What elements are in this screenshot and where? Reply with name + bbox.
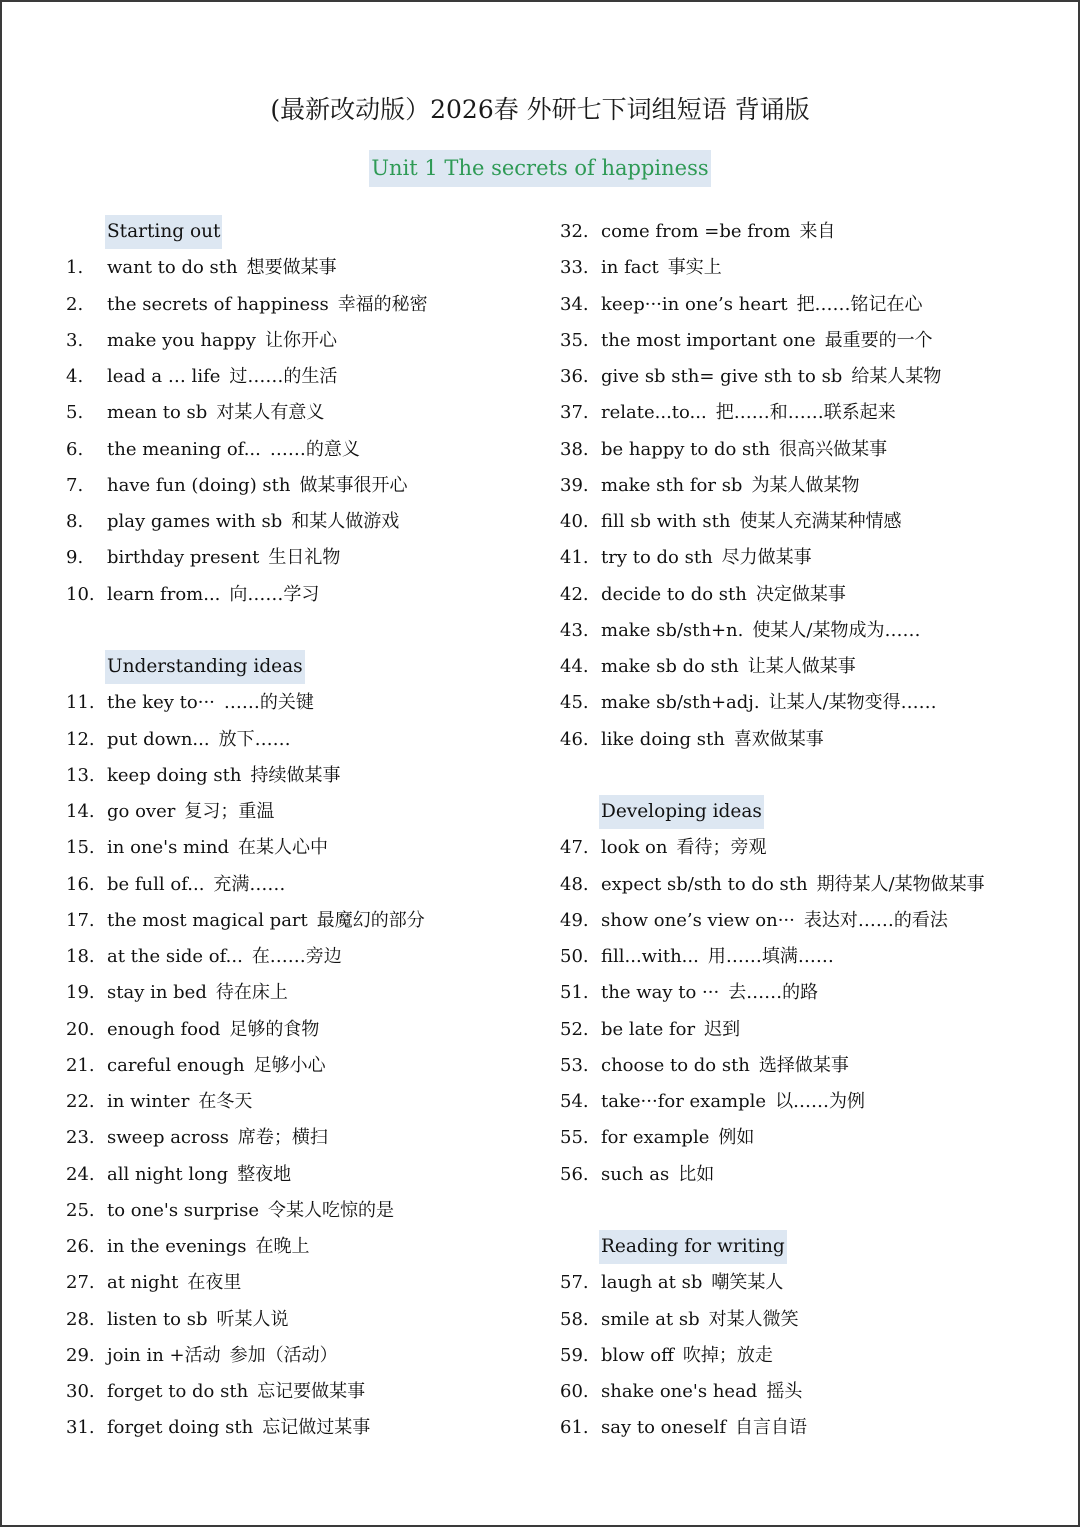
english-phrase: relate...to... [601,402,707,424]
item-number: 36. [560,366,589,387]
left-column [66,214,536,1447]
item-number: 19. [66,982,95,1004]
english-phrase: fill sb with sth [601,511,731,532]
chinese-meaning: 尽力做某事 [721,547,812,569]
item-number: 32. [560,221,589,242]
section-row [66,214,536,250]
item-number: 44. [560,656,589,677]
chinese-meaning: 令某人吃惊的是 [268,1199,394,1221]
section-heading: Reading for writing [599,1230,787,1264]
item-number: 34. [560,293,589,315]
item-number: 7. [66,474,84,496]
english-phrase: in fact [601,257,659,279]
phrase-item [66,1193,536,1229]
english-phrase: to one's surprise [107,1199,259,1221]
phrase-item [66,1410,536,1446]
unit-title: Unit 1 The secrets of happiness [369,150,710,187]
item-number: 17. [66,909,95,931]
english-phrase: shake one's head [601,1381,758,1402]
item-number: 58. [560,1308,589,1330]
chinese-meaning: 使某人/某物成为…… [752,619,921,641]
right-column [560,214,1060,1447]
chinese-meaning: 在夜里 [187,1272,242,1294]
item-number: 4. [66,366,84,387]
phrase-item [560,1302,1060,1338]
item-number: 42. [560,583,589,605]
chinese-meaning: 最魔幻的部分 [316,909,425,931]
chinese-meaning: 很高兴做某事 [779,438,888,460]
english-phrase: the most important one [601,329,816,351]
item-number: 59. [560,1344,589,1366]
phrase-item [66,794,536,830]
english-phrase: the most magical part [107,909,308,931]
item-number: 11. [66,692,95,714]
english-phrase: play games with sb [107,511,283,532]
english-phrase: be late for [601,1018,696,1040]
chinese-meaning: 事实上 [667,257,722,279]
chinese-meaning: 来自 [799,221,836,242]
english-phrase: make sth for sb [601,474,743,496]
english-phrase: for example [601,1127,710,1149]
item-number: 45. [560,692,589,714]
chinese-meaning: ……的关键 [223,692,314,714]
phrase-item [560,287,1060,323]
english-phrase: at night [107,1272,179,1294]
english-phrase: expect sb/sth to do sth [601,873,808,895]
chinese-meaning: 参加（活动） [229,1344,338,1366]
item-number: 1. [66,257,84,279]
phrase-item [560,504,1060,540]
chinese-meaning: 生日礼物 [268,547,341,569]
item-number: 51. [560,982,589,1004]
english-phrase: in one's mind [107,837,230,859]
section-heading: Developing ideas [599,795,764,829]
chinese-meaning: 例如 [718,1127,755,1149]
chinese-meaning: 持续做某事 [250,764,341,786]
english-phrase: mean to sb [107,402,208,424]
english-phrase: make sb/sth+adj. [601,692,760,714]
phrase-item [560,1048,1060,1084]
phrase-item [560,975,1060,1011]
english-phrase: come from =be from [601,221,791,242]
item-number: 38. [560,438,589,460]
chinese-meaning: 嘲笑某人 [711,1272,784,1294]
phrase-item [66,685,536,721]
chinese-meaning: 对某人有意义 [216,402,325,424]
phrase-item [560,323,1060,359]
item-number: 61. [560,1417,589,1439]
item-number: 31. [66,1417,95,1439]
english-phrase: keep···in one’s heart [601,293,788,315]
chinese-meaning: 想要做某事 [246,257,337,279]
english-phrase: take···for example [601,1091,767,1112]
english-phrase: decide to do sth [601,583,747,605]
phrase-item [66,287,536,323]
item-number: 3. [66,329,84,351]
english-phrase: forget doing sth [107,1417,254,1439]
phrase-item [66,975,536,1011]
english-phrase: show one’s view on··· [601,909,795,931]
english-phrase: want to do sth [107,257,238,279]
item-number: 12. [66,728,95,750]
item-number: 53. [560,1054,589,1076]
item-number: 49. [560,909,589,931]
item-number: 14. [66,801,95,822]
item-number: 25. [66,1199,95,1221]
phrase-item [66,323,536,359]
item-number: 23. [66,1127,95,1149]
phrase-item [560,468,1060,504]
phrase-item [560,1338,1060,1374]
item-number: 37. [560,402,589,424]
item-number: 46. [560,728,589,750]
english-phrase: be happy to do sth [601,438,771,460]
phrase-item [560,1120,1060,1156]
chinese-meaning: 把……和……联系起来 [715,402,896,424]
chinese-meaning: 忘记要做某事 [257,1381,366,1402]
chinese-meaning: 最重要的一个 [824,329,933,351]
phrase-item [560,359,1060,395]
english-phrase: make you happy [107,329,256,351]
phrase-item [560,1157,1060,1193]
item-number: 54. [560,1091,589,1112]
chinese-meaning: 在晚上 [255,1236,310,1257]
english-phrase: keep doing sth [107,764,242,786]
english-phrase: like doing sth [601,728,725,750]
english-phrase: try to do sth [601,547,713,569]
chinese-meaning: 做某事很开心 [299,474,408,496]
chinese-meaning: 让某人做某事 [747,656,856,677]
item-number: 35. [560,329,589,351]
english-phrase: the way to ··· [601,982,720,1004]
phrase-item [560,939,1060,975]
chinese-meaning: 对某人微笑 [708,1308,799,1330]
english-phrase: sweep across [107,1127,229,1149]
phrase-item [66,540,536,576]
item-number: 5. [66,402,84,424]
item-number: 52. [560,1018,589,1040]
english-phrase: make sb/sth+n. [601,619,744,641]
phrase-item [66,395,536,431]
item-number: 8. [66,511,84,532]
item-number: 9. [66,547,84,569]
item-number: 48. [560,873,589,895]
item-number: 41. [560,547,589,569]
section-heading: Starting out [105,215,222,249]
item-number: 10. [66,583,95,605]
chinese-meaning: 待在床上 [215,982,288,1004]
english-phrase: lead a … life [107,366,221,387]
chinese-meaning: 忘记做过某事 [262,1417,371,1439]
item-number: 47. [560,837,589,859]
phrase-item [66,830,536,866]
phrase-item [560,1410,1060,1446]
phrase-item [560,1265,1060,1301]
english-phrase: at the side of... [107,946,243,967]
english-phrase: in winter [107,1091,190,1112]
chinese-meaning: 用……填满…… [707,946,834,967]
chinese-meaning: 在某人心中 [238,837,329,859]
phrase-item [560,685,1060,721]
phrase-item [560,250,1060,286]
english-phrase: join in +活动 [107,1344,221,1366]
phrase-item [66,1048,536,1084]
english-phrase: such as [601,1163,670,1185]
item-number: 6. [66,438,84,460]
section-gap [66,613,536,649]
english-phrase: learn from... [107,583,221,605]
chinese-meaning: 决定做某事 [755,583,846,605]
phrase-item [560,613,1060,649]
item-number: 43. [560,619,589,641]
phrase-item [66,939,536,975]
item-number: 16. [66,873,95,895]
phrase-item [560,867,1060,903]
english-phrase: go over [107,801,176,822]
chinese-meaning: 让你开心 [264,329,337,351]
section-row [560,794,1060,830]
chinese-meaning: 使某人充满某种情感 [739,511,902,532]
item-number: 60. [560,1381,589,1402]
item-number: 26. [66,1236,95,1257]
item-number: 55. [560,1127,589,1149]
chinese-meaning: ……的意义 [269,438,360,460]
phrase-item [66,1338,536,1374]
chinese-meaning: 摇头 [766,1381,803,1402]
english-phrase: the secrets of happiness [107,293,329,315]
english-phrase: all night long [107,1163,229,1185]
chinese-meaning: 吹掉；放走 [682,1344,773,1366]
english-phrase: look on [601,837,668,859]
english-phrase: choose to do sth [601,1054,750,1076]
english-phrase: be full of... [107,873,205,895]
chinese-meaning: 和某人做游戏 [291,511,400,532]
phrase-item [66,504,536,540]
english-phrase: fill...with... [601,946,699,967]
phrase-item [560,722,1060,758]
phrase-item [66,903,536,939]
item-number: 15. [66,837,95,859]
chinese-meaning: 去……的路 [728,982,819,1004]
chinese-meaning: 席卷；横扫 [237,1127,328,1149]
item-number: 29. [66,1344,95,1366]
section-heading: Understanding ideas [105,650,305,684]
chinese-meaning: 看待；旁观 [676,837,767,859]
unit-heading [2,150,1078,187]
phrase-item [560,1084,1060,1120]
phrase-item [66,1120,536,1156]
phrase-item [560,903,1060,939]
item-number: 22. [66,1091,95,1112]
chinese-meaning: 听某人说 [216,1308,289,1330]
chinese-meaning: 放下…… [218,728,291,750]
phrase-item [560,214,1060,250]
phrase-item [560,540,1060,576]
item-number: 18. [66,946,95,967]
item-number: 20. [66,1018,95,1040]
chinese-meaning: 以……为例 [775,1091,866,1112]
phrase-item [66,577,536,613]
english-phrase: make sb do sth [601,656,739,677]
chinese-meaning: 足够小心 [253,1054,326,1076]
chinese-meaning: 过……的生活 [229,366,338,387]
chinese-meaning: 在冬天 [198,1091,253,1112]
chinese-meaning: 在……旁边 [251,946,342,967]
english-phrase: enough food [107,1018,221,1040]
phrase-item [66,1084,536,1120]
phrase-item [66,359,536,395]
chinese-meaning: 足够的食物 [229,1018,320,1040]
section-row [66,649,536,685]
english-phrase: the meaning of... [107,438,261,460]
phrase-item [66,468,536,504]
item-number: 30. [66,1381,95,1402]
item-number: 40. [560,511,589,532]
english-phrase: the key to··· [107,692,215,714]
english-phrase: give sb sth= give sth to sb [601,366,843,387]
chinese-meaning: 让某人/某物变得…… [768,692,937,714]
item-number: 50. [560,946,589,967]
chinese-meaning: 自言自语 [735,1417,808,1439]
item-number: 27. [66,1272,95,1294]
phrase-item [66,1229,536,1265]
english-phrase: stay in bed [107,982,207,1004]
phrase-item [560,830,1060,866]
english-phrase: blow off [601,1344,674,1366]
item-number: 57. [560,1272,589,1294]
chinese-meaning: 比如 [678,1163,715,1185]
item-number: 21. [66,1054,95,1076]
chinese-meaning: 把……铭记在心 [796,293,923,315]
chinese-meaning: 选择做某事 [758,1054,849,1076]
chinese-meaning: 幸福的秘密 [337,293,428,315]
phrase-item [560,1012,1060,1048]
item-number: 56. [560,1163,589,1185]
item-number: 28. [66,1308,95,1330]
page-title: (最新改动版）2026春 外研七下词组短语 背诵版 [270,95,810,124]
item-number: 2. [66,293,84,315]
phrase-item [66,1374,536,1410]
phrase-item [66,250,536,286]
english-phrase: listen to sb [107,1308,208,1330]
english-phrase: laugh at sb [601,1272,703,1294]
section-gap [560,758,1060,794]
chinese-meaning: 向……学习 [229,583,320,605]
chinese-meaning: 给某人某物 [851,366,942,387]
item-number: 33. [560,257,589,279]
english-phrase: careful enough [107,1054,245,1076]
phrase-item [66,867,536,903]
phrase-item [66,722,536,758]
phrase-item [66,1157,536,1193]
phrase-item [66,1302,536,1338]
english-phrase: forget to do sth [107,1381,249,1402]
phrase-item [560,395,1060,431]
item-number: 39. [560,474,589,496]
phrase-item [66,432,536,468]
chinese-meaning: 喜欢做某事 [733,728,824,750]
phrase-item [560,432,1060,468]
english-phrase: put down... [107,728,210,750]
section-row [560,1229,1060,1265]
chinese-meaning: 迟到 [704,1018,741,1040]
item-number: 13. [66,764,95,786]
phrase-item [560,649,1060,685]
chinese-meaning: 期待某人/某物做某事 [816,873,985,895]
section-gap [560,1193,1060,1229]
item-number: 24. [66,1163,95,1185]
chinese-meaning: 表达对……的看法 [803,909,948,931]
chinese-meaning: 为某人做某物 [751,474,860,496]
chinese-meaning: 复习；重温 [184,801,275,822]
english-phrase: in the evenings [107,1236,247,1257]
phrase-item [560,1374,1060,1410]
chinese-meaning: 充满…… [213,873,286,895]
english-phrase: birthday present [107,547,260,569]
chinese-meaning: 整夜地 [237,1163,292,1185]
phrase-item [66,758,536,794]
english-phrase: say to oneself [601,1417,727,1439]
english-phrase: have fun (doing) sth [107,474,291,496]
phrase-item [66,1265,536,1301]
english-phrase: smile at sb [601,1308,700,1330]
phrase-item [560,577,1060,613]
phrase-item [66,1012,536,1048]
